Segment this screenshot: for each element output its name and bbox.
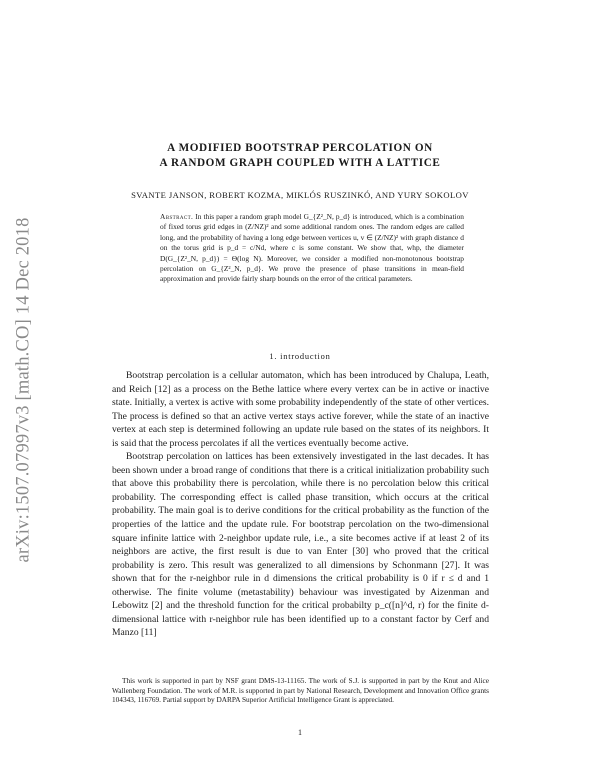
author-list: SVANTE JANSON, ROBERT KOZMA, MIKLÓS RUSZINKÓ, AND YURY SOKOLOV (131, 190, 469, 200)
arxiv-stamp (10, 190, 38, 590)
paper-title-line-2: A RANDOM GRAPH COUPLED WITH A LATTICE (159, 157, 441, 169)
paragraph-1: Bootstrap percolation is a cellular automaton, which has been introduced by Chalupa, Leath, and Reich [12] as a process on the Bethe lattice where every vertex can be in active or inactive state. Initially, a vertex is active with some probability independently of the state of other vertices. The process is defined so that an active vertex stays active forever, while the state of an inactive vertex at each step is determined following an update rule based on the states of its neighbors. It is said that the process percolates if all the vertices eventually become active. (112, 370, 489, 449)
abstract (160, 212, 464, 285)
abstract-label: Abstract. (160, 212, 194, 221)
page-number: 1 (298, 728, 302, 737)
section-heading: 1. introduction (269, 352, 331, 361)
footnote (112, 676, 489, 705)
arxiv-stamp-text: arXiv:1507.07997v3 [math.CO] 14 Dec 2018 (13, 217, 34, 563)
abstract-text: In this paper a random graph model G_{Z²_N, p_d} is introduced, which is a combination of fixed torus grid edges in (Z/NZ)² and some additional random ones. The random edges are called long, and the probability of having a long edge between vertices u, v ∈ (Z/NZ)² with graph distance d on the torus grid is p_d = c/Nd, where c is some constant. We show that, whp, the diameter D(G_{Z²_N, p_d}) = Θ(log N). Moreover, we consider a modified non-monotonous bootstrap percolation on G_{Z²_N, p_d}. We prove the presence of phase transitions in mean-field approximation and provide fairly sharp bounds on the error of the critical parameters. (160, 212, 464, 284)
paper-title-line-1: A MODIFIED BOOTSTRAP PERCOLATION ON (167, 142, 433, 154)
footnote-text: This work is supported in part by NSF grant DMS-13-11165. The work of S.J. is supported in part by the Knut and Alice Wallenberg Foundation. The work of M.R. is supported in part by National Research, Development and Innovation Office grants 104343, 116769. Partial support by DARPA Superior Artificial Intelligence Grant is appreciated. (112, 676, 489, 705)
body-text (112, 369, 489, 640)
paragraph-2: Bootstrap percolation on lattices has been extensively investigated in the last decades. It has been shown under a broad range of conditions that there is a critical initialization probability such that above this probability there is percolation, while there is no percolation below this critical probability. The corresponding effect is called phase transition, which occurs at the critical probability. The main goal is to derive conditions for the critical probability as the function of the properties of the lattice and the update rule. For bootstrap percolation on the two-dimensional square infinite lattice with 2-neighbor update rule, i.e., a site becomes active if at least 2 of its neighbors are active, the first result is due to van Enter [30] who proved that the critical probability is zero. This result was generalized to all dimensions by Schonmann [27]. It was shown that for the r-neighbor rule in d dimensions the critical probability is 0 if r ≤ d and 1 otherwise. The finite volume (metastability) behaviour was investigated by Aizenman and Lebowitz [2] and the threshold function for the critical probabilty p_c([n]^d, r) for the finite d-dimensional lattice with r-neighbor rule has been identified up to a constant factor by Cerf and Manzo [11] (112, 451, 489, 639)
